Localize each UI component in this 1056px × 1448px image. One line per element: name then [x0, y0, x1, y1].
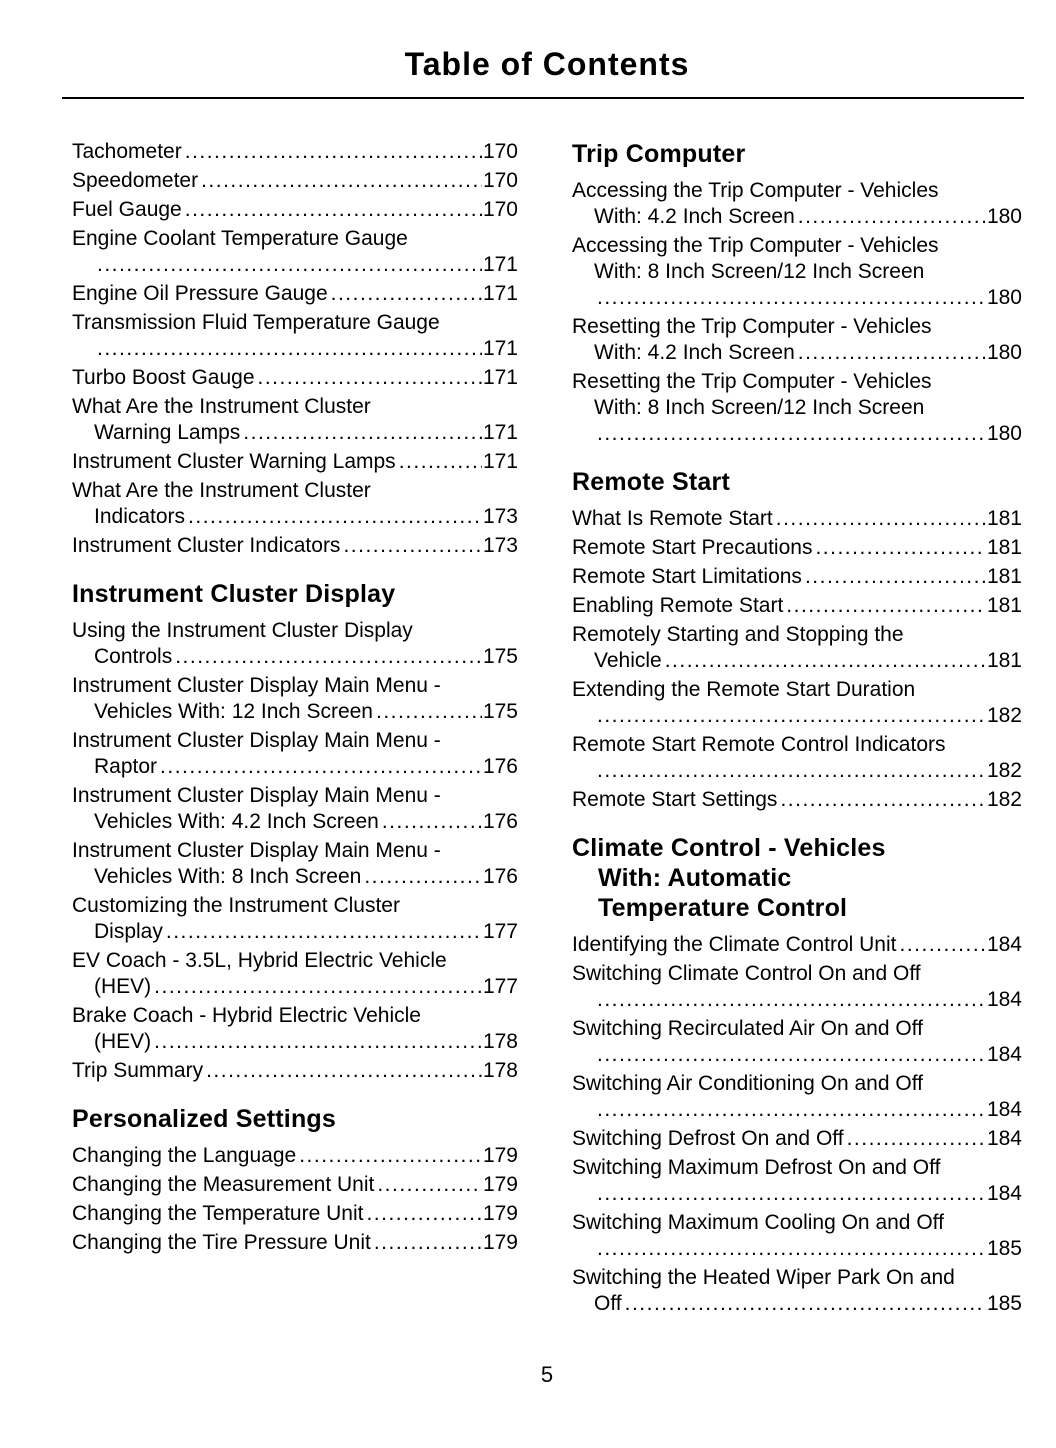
entry-title-text: Identifying the Climate Control Unit	[572, 933, 897, 956]
toc-entry-line	[72, 1029, 518, 1055]
toc-entry	[72, 948, 518, 1000]
dot-leader	[97, 336, 482, 362]
toc-entry	[72, 365, 518, 391]
section-heading	[72, 579, 518, 609]
toc-entry-line	[572, 758, 1022, 784]
entry-page-number: 182	[986, 788, 1022, 811]
dot-leader	[382, 809, 482, 835]
entry-title-text: Changing the Temperature Unit	[72, 1202, 364, 1225]
page-title: Table of Contents	[404, 46, 690, 82]
toc-entry	[572, 961, 1022, 1013]
toc-entry-line	[72, 533, 518, 559]
toc-entry-line: With: 8 Inch Screen/12 Inch Screen	[594, 396, 925, 419]
toc-entry	[72, 618, 518, 670]
entry-title-text: Switching Defrost On and Off	[572, 1127, 844, 1150]
toc-entry	[72, 533, 518, 559]
folio-page-number: 5	[540, 1362, 554, 1387]
entry-page-number: 176	[482, 755, 518, 778]
section-heading	[572, 467, 1022, 497]
title-divider-rule	[62, 97, 1024, 99]
toc-entry-line	[72, 1058, 518, 1084]
entry-page-number: 184	[986, 1127, 1022, 1150]
entry-page-number: 171	[482, 253, 518, 276]
toc-entry-line: Brake Coach - Hybrid Electric Vehicle	[72, 1004, 421, 1027]
toc-entry	[572, 506, 1022, 532]
toc-entry	[572, 932, 1022, 958]
entry-title-text: Remote Start Settings	[572, 788, 778, 811]
toc-entry-line: EV Coach - 3.5L, Hybrid Electric Vehicle	[72, 949, 447, 972]
dot-leader	[185, 197, 482, 223]
toc-entry-line: Engine Coolant Temperature Gauge	[72, 227, 408, 250]
toc-entry-line: Resetting the Trip Computer - Vehicles	[572, 370, 932, 393]
toc-entry-line: Accessing the Trip Computer - Vehicles	[572, 234, 939, 257]
toc-entry-line	[572, 421, 1022, 447]
entry-page-number: 180	[986, 422, 1022, 445]
entry-page-number: 179	[482, 1202, 518, 1225]
dot-leader	[299, 1143, 482, 1169]
toc-entry-line	[72, 336, 518, 362]
toc-entry-line	[572, 932, 1022, 958]
dot-leader	[625, 1291, 986, 1317]
toc-entry-line: Switching Climate Control On and Off	[572, 962, 921, 985]
toc-entry	[572, 1265, 1022, 1317]
toc-entry-line: With: 8 Inch Screen/12 Inch Screen	[594, 260, 925, 283]
dot-leader	[597, 1181, 986, 1207]
dot-leader	[597, 1097, 986, 1123]
dot-leader	[97, 252, 482, 278]
toc-entry-line	[572, 1181, 1022, 1207]
dot-leader	[798, 340, 986, 366]
toc-entry	[72, 1201, 518, 1227]
entry-title-text: Remote Start Limitations	[572, 565, 802, 588]
entry-page-number: 182	[986, 704, 1022, 727]
entry-title-text: Off	[594, 1292, 622, 1315]
toc-entry-line	[72, 281, 518, 307]
entry-page-number: 179	[482, 1231, 518, 1254]
toc-entry-line: Accessing the Trip Computer - Vehicles	[572, 179, 939, 202]
toc-entry	[72, 478, 518, 530]
toc-entry	[572, 314, 1022, 366]
toc-entry	[572, 1155, 1022, 1207]
entry-page-number: 177	[482, 920, 518, 943]
toc-entry	[72, 673, 518, 725]
entry-page-number: 181	[986, 594, 1022, 617]
entry-title-text: (HEV)	[94, 1030, 152, 1053]
entry-page-number: 185	[986, 1292, 1022, 1315]
toc-entry	[72, 728, 518, 780]
entry-title-text: Raptor	[94, 755, 158, 778]
toc-entry-line	[72, 809, 518, 835]
toc-entry-line	[72, 864, 518, 890]
toc-entry	[72, 1003, 518, 1055]
entry-title-text: What Is Remote Start	[572, 507, 773, 530]
entry-page-number: 184	[986, 1182, 1022, 1205]
entry-page-number: 171	[482, 366, 518, 389]
dot-leader	[154, 1029, 482, 1055]
toc-entry	[572, 677, 1022, 729]
toc-entry-line	[72, 420, 518, 446]
toc-entry-line	[72, 1172, 518, 1198]
toc-section	[72, 579, 518, 1084]
toc-entry	[72, 310, 518, 362]
dot-leader	[377, 1172, 482, 1198]
entry-page-number: 185	[986, 1237, 1022, 1260]
entry-page-number: 184	[986, 988, 1022, 1011]
toc-entry-line: Switching Recirculated Air On and Off	[572, 1017, 923, 1040]
toc-columns	[72, 139, 1022, 1320]
entry-page-number: 171	[482, 337, 518, 360]
dot-leader	[597, 758, 986, 784]
entry-title-text: With: 4.2 Inch Screen	[594, 205, 795, 228]
section-heading-line: With: Automatic	[598, 864, 792, 892]
toc-entry-line	[72, 754, 518, 780]
dot-leader	[786, 593, 986, 619]
toc-entry	[572, 1016, 1022, 1068]
toc-column-left	[72, 139, 518, 1320]
toc-entry-line	[572, 1042, 1022, 1068]
toc-entry	[572, 233, 1022, 311]
dot-leader	[597, 987, 986, 1013]
dot-leader	[399, 449, 482, 475]
toc-entry	[72, 1058, 518, 1084]
toc-entry-line	[72, 252, 518, 278]
toc-column-right	[572, 139, 1022, 1320]
entry-page-number: 180	[986, 286, 1022, 309]
toc-entry-line	[72, 644, 518, 670]
toc-entry-line	[572, 1097, 1022, 1123]
entry-page-number: 178	[482, 1059, 518, 1082]
entry-title-text: (HEV)	[94, 975, 152, 998]
dot-leader	[597, 421, 986, 447]
toc-entry-line	[72, 365, 518, 391]
dot-leader	[780, 787, 986, 813]
entry-page-number: 173	[482, 534, 518, 557]
dot-leader	[847, 1126, 986, 1152]
toc-entry-line: Switching Maximum Cooling On and Off	[572, 1211, 944, 1234]
toc-entry-line	[72, 504, 518, 530]
section-heading	[72, 1104, 518, 1134]
entry-title-text: Changing the Measurement Unit	[72, 1173, 375, 1196]
toc-entry-line	[572, 987, 1022, 1013]
entry-page-number: 184	[986, 1043, 1022, 1066]
dot-leader	[185, 139, 482, 165]
dot-leader	[798, 204, 986, 230]
entry-page-number: 180	[986, 341, 1022, 364]
toc-entry	[572, 1210, 1022, 1262]
dot-leader	[154, 974, 482, 1000]
section-heading	[572, 139, 1022, 169]
dot-leader	[206, 1058, 482, 1084]
dot-leader	[665, 648, 986, 674]
entry-page-number: 175	[482, 700, 518, 723]
dot-leader	[597, 285, 986, 311]
dot-leader	[597, 1236, 986, 1262]
entry-page-number: 184	[986, 933, 1022, 956]
toc-entry-line: What Are the Instrument Cluster	[72, 479, 371, 502]
entry-page-number: 176	[482, 810, 518, 833]
entry-page-number: 170	[482, 140, 518, 163]
toc-entry	[572, 1126, 1022, 1152]
toc-entry-line: Switching Air Conditioning On and Off	[572, 1072, 923, 1095]
entry-page-number: 171	[482, 450, 518, 473]
toc-entry-line	[572, 285, 1022, 311]
entry-title-text: Speedometer	[72, 169, 199, 192]
entry-page-number: 177	[482, 975, 518, 998]
toc-entry-line	[572, 703, 1022, 729]
toc-entry-line	[572, 535, 1022, 561]
toc-entry	[72, 226, 518, 278]
toc-entry	[572, 732, 1022, 784]
toc-entry-line	[72, 139, 518, 165]
entry-page-number: 179	[482, 1173, 518, 1196]
toc-entry	[572, 1071, 1022, 1123]
toc-entry-line	[572, 564, 1022, 590]
entry-title-text: Vehicles With: 8 Inch Screen	[94, 865, 362, 888]
entry-title-text: Changing the Tire Pressure Unit	[72, 1231, 371, 1254]
toc-entry-line	[572, 648, 1022, 674]
toc-entry	[572, 593, 1022, 619]
toc-entry-line: Instrument Cluster Display Main Menu -	[72, 839, 441, 862]
toc-entry-line	[72, 1143, 518, 1169]
toc-entry-line	[72, 1201, 518, 1227]
dot-leader	[597, 703, 986, 729]
toc-entry-line	[572, 204, 1022, 230]
toc-entry-line: Instrument Cluster Display Main Menu -	[72, 729, 441, 752]
section-heading-line: Remote Start	[572, 468, 730, 496]
toc-entry-line	[72, 699, 518, 725]
dot-leader	[188, 504, 482, 530]
toc-entry-line: Remote Start Remote Control Indicators	[572, 733, 946, 756]
section-heading-line: Personalized Settings	[72, 1105, 336, 1133]
toc-entry	[72, 783, 518, 835]
toc-entry	[572, 178, 1022, 230]
toc-entry-line: Switching the Heated Wiper Park On and	[572, 1266, 955, 1289]
toc-entry-line	[72, 197, 518, 223]
toc-entry	[72, 168, 518, 194]
dot-leader	[776, 506, 986, 532]
dot-leader	[160, 754, 482, 780]
dot-leader	[815, 535, 986, 561]
toc-entry	[572, 564, 1022, 590]
toc-section	[572, 467, 1022, 813]
toc-entry-line	[572, 1126, 1022, 1152]
entry-page-number: 171	[482, 421, 518, 444]
toc-entry-line: Transmission Fluid Temperature Gauge	[72, 311, 440, 334]
entry-page-number: 181	[986, 536, 1022, 559]
entry-page-number: 175	[482, 645, 518, 668]
entry-title-text: Display	[94, 920, 163, 943]
entry-title-text: Fuel Gauge	[72, 198, 182, 221]
toc-entry-line: Remotely Starting and Stopping the	[572, 623, 904, 646]
entry-title-text: Tachometer	[72, 140, 182, 163]
toc-entry-line: Resetting the Trip Computer - Vehicles	[572, 315, 932, 338]
entry-title-text: Remote Start Precautions	[572, 536, 813, 559]
toc-entry	[572, 787, 1022, 813]
toc-entry-line	[572, 1291, 1022, 1317]
toc-entry	[572, 369, 1022, 447]
dot-leader	[166, 919, 482, 945]
entry-page-number: 170	[482, 198, 518, 221]
toc-section	[572, 139, 1022, 447]
toc-entry	[72, 197, 518, 223]
entry-title-text: Vehicle	[594, 649, 662, 672]
toc-entry	[72, 281, 518, 307]
entry-title-text: Trip Summary	[72, 1059, 204, 1082]
entry-title-text: Changing the Language	[72, 1144, 297, 1167]
toc-entry-line: What Are the Instrument Cluster	[72, 395, 371, 418]
entry-page-number: 178	[482, 1030, 518, 1053]
toc-entry-line: Using the Instrument Cluster Display	[72, 619, 413, 642]
entry-page-number: 171	[482, 282, 518, 305]
dot-leader	[364, 864, 482, 890]
toc-entry-line	[72, 449, 518, 475]
dot-leader	[805, 564, 986, 590]
entry-title-text: With: 4.2 Inch Screen	[594, 341, 795, 364]
section-heading-line: Instrument Cluster Display	[72, 580, 396, 608]
toc-entry-line: Instrument Cluster Display Main Menu -	[72, 674, 441, 697]
toc-entry-line	[572, 593, 1022, 619]
toc-entry-line	[72, 974, 518, 1000]
toc-entry	[572, 622, 1022, 674]
dot-leader	[331, 281, 482, 307]
entry-page-number: 179	[482, 1144, 518, 1167]
entry-title-text: Instrument Cluster Indicators	[72, 534, 341, 557]
toc-section	[72, 139, 518, 559]
dot-leader	[597, 1042, 986, 1068]
entry-title-text: Warning Lamps	[94, 421, 241, 444]
entry-title-text: Turbo Boost Gauge	[72, 366, 255, 389]
toc-entry-line	[572, 1236, 1022, 1262]
toc-entry	[72, 1230, 518, 1256]
dot-leader	[376, 699, 482, 725]
toc-entry	[72, 1172, 518, 1198]
dot-leader	[175, 644, 482, 670]
toc-entry-line: Switching Maximum Defrost On and Off	[572, 1156, 941, 1179]
toc-entry-line	[72, 1230, 518, 1256]
section-heading	[572, 833, 1022, 923]
toc-entry-line: Customizing the Instrument Cluster	[72, 894, 400, 917]
section-heading-line: Climate Control - Vehicles	[572, 834, 886, 862]
entry-page-number: 180	[986, 205, 1022, 228]
toc-entry	[72, 893, 518, 945]
dot-leader	[243, 420, 482, 446]
entry-title-text: Indicators	[94, 505, 186, 528]
entry-page-number: 184	[986, 1098, 1022, 1121]
toc-entry-line: Extending the Remote Start Duration	[572, 678, 916, 701]
toc-entry-line	[572, 340, 1022, 366]
toc-entry	[72, 449, 518, 475]
toc-section	[72, 1104, 518, 1256]
dot-leader	[366, 1201, 481, 1227]
toc-entry	[72, 139, 518, 165]
toc-entry-line	[572, 506, 1022, 532]
entry-title-text: Enabling Remote Start	[572, 594, 784, 617]
section-heading-line: Trip Computer	[572, 140, 746, 168]
entry-page-number: 181	[986, 565, 1022, 588]
toc-entry	[572, 535, 1022, 561]
toc-entry-line: Instrument Cluster Display Main Menu -	[72, 784, 441, 807]
toc-entry-line	[72, 919, 518, 945]
toc-entry	[72, 394, 518, 446]
dot-leader	[900, 932, 986, 958]
dot-leader	[258, 365, 482, 391]
toc-entry-line	[72, 168, 518, 194]
entry-page-number: 181	[986, 649, 1022, 672]
entry-title-text: Engine Oil Pressure Gauge	[72, 282, 328, 305]
entry-title-text: Vehicles With: 12 Inch Screen	[94, 700, 373, 723]
entry-title-text: Instrument Cluster Warning Lamps	[72, 450, 396, 473]
entry-page-number: 170	[482, 169, 518, 192]
entry-page-number: 176	[482, 865, 518, 888]
entry-page-number: 173	[482, 505, 518, 528]
entry-title-text: Vehicles With: 4.2 Inch Screen	[94, 810, 379, 833]
section-heading-line: Temperature Control	[598, 894, 848, 922]
toc-entry-line	[572, 787, 1022, 813]
dot-leader	[374, 1230, 482, 1256]
entry-page-number: 182	[986, 759, 1022, 782]
dot-leader	[343, 533, 482, 559]
entry-title-text: Controls	[94, 645, 173, 668]
entry-page-number: 181	[986, 507, 1022, 530]
toc-entry	[72, 1143, 518, 1169]
toc-entry	[72, 838, 518, 890]
dot-leader	[201, 168, 482, 194]
toc-section	[572, 833, 1022, 1317]
